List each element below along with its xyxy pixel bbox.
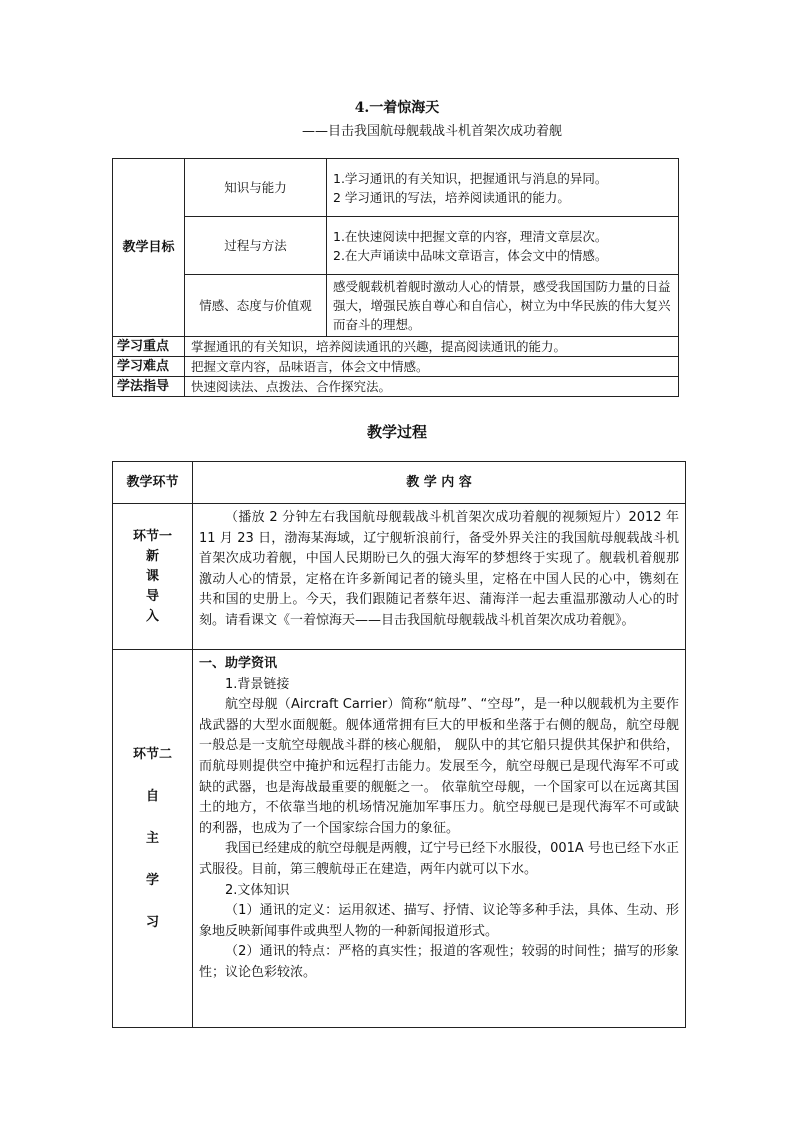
teaching-process-table xyxy=(112,461,686,1028)
key-row-difficulty xyxy=(113,357,679,377)
goal-content xyxy=(327,217,679,275)
key-label: 学习重点 xyxy=(113,337,185,357)
goal-line: 2 学习通讯的写法，培养阅读通讯的能力。 xyxy=(333,189,570,205)
header-stage: 教学环节 xyxy=(113,462,193,504)
key-text: 快速阅读法、点拨法、合作探究法。 xyxy=(185,377,679,397)
header-content: 教 学 内 容 xyxy=(193,462,686,504)
goal-label: 情感、态度与价值观 xyxy=(185,275,327,337)
key-label: 学法指导 xyxy=(113,377,185,397)
stage-label-line: 入 xyxy=(145,608,159,624)
stage-label-line: 导 xyxy=(145,588,159,604)
goal-label: 知识与能力 xyxy=(185,159,327,217)
goal-row-knowledge xyxy=(113,159,679,217)
stage1-content xyxy=(193,504,686,650)
stage2-label xyxy=(113,650,193,1028)
goals-category: 教学目标 xyxy=(113,159,185,337)
stage-label-line: 环节一 xyxy=(132,528,172,544)
stage-label-line: 学 xyxy=(145,872,159,888)
key-row-method xyxy=(113,377,679,397)
stage1-paragraph: （播放 2 分钟左右我国航母舰载战斗机首架次成功着舰的视频短片）2012 年 11 月 23 日，渤海某海域，辽宁舰斩浪前行，备受外界关注的我国航母舰载战斗机首架次成功着舰，中国人民期盼已久的强大海军的梦想终于实现了。舰载机着舰那激动人心的情景，定格在许多新闻记者的镜头里，定格在中国人民的心中，镌刻在共和国的史册上。今天，我们跟随记者蔡年迟、蒲海洋一起去重温那激动人心的时刻。请看课文《一着惊海天——目击我国航母舰载战斗机首架次成功着舰》。 xyxy=(199,510,679,628)
goal-line: 1.学习通讯的有关知识，把握通讯与消息的异同。 xyxy=(333,170,608,186)
stage1-row xyxy=(113,504,686,650)
goal-line: 1.在快速阅读中把握文章的内容，理清文章层次。 xyxy=(333,228,608,244)
stage1-label xyxy=(113,504,193,650)
goal-label: 过程与方法 xyxy=(185,217,327,275)
teaching-goals-table xyxy=(112,158,679,397)
lesson-subtitle: ——目击我国航母舰载战斗机首架次成功着舰 xyxy=(302,124,563,139)
goal-content: 感受舰载机着舰时激动人心的情景，感受我国国防力量的日益强大，增强民族自尊心和自信心，树立为中华民族的伟大复兴而奋斗的理想。 xyxy=(327,275,679,337)
key-text: 掌握通讯的有关知识，培养阅读通讯的兴趣，提高阅读通讯的能力。 xyxy=(185,337,679,357)
goal-line: 2.在大声诵读中品味文章语言，体会文中的情感。 xyxy=(333,247,608,263)
stage-label-line: 自 xyxy=(145,788,159,804)
goal-row-attitude xyxy=(113,275,679,337)
stage-label-line: 环节二 xyxy=(132,746,172,762)
process-title: 教学过程 xyxy=(366,423,427,441)
stage-label-line: 课 xyxy=(145,568,159,584)
key-label: 学习难点 xyxy=(113,357,185,377)
section-heading: 一、助学资讯 xyxy=(199,656,278,671)
stage2-content xyxy=(193,650,686,1028)
subsection-heading: 2.文体知识 xyxy=(225,882,290,898)
key-row-focus xyxy=(113,337,679,357)
stage-label-line: 主 xyxy=(145,830,159,846)
goal-content xyxy=(327,159,679,217)
stage-label-line: 习 xyxy=(145,914,159,930)
background-paragraph: 我国已经建成的航空母舰是两艘，辽宁号已经下水服役，001A 号也已经下水正式服役。目前，第三艘航母正在建造，两年内就可以下水。 xyxy=(199,841,679,877)
lesson-title: 4.一着惊海天 xyxy=(354,100,440,116)
key-text: 把握文章内容，品味语言，体会文中情感。 xyxy=(185,357,679,377)
stage2-row xyxy=(113,650,686,1028)
genre-paragraph: （2）通讯的特点：严格的真实性；报道的客观性；较弱的时间性；描写的形象性；议论色彩较浓。 xyxy=(199,944,679,980)
stage-label-line: 新 xyxy=(145,548,159,564)
background-paragraph: 航空母舰（Aircraft Carrier）简称“航母”、“空母”，是一种以舰载机为主要作战武器的大型水面舰艇。舰体通常拥有巨大的甲板和坐落于右侧的舰岛，航空母舰一般总是一支航空母舰战斗群的核心舰船， 舰队中的其它船只提供其保护和供给，而航母则提供空中掩护和远程打击能力。发展至今，航空母舰已是现代海军不可或缺的武器，也是海战最重要的舰艇之一。 依靠航空母舰，一个国家可以在远离其国土的地方，不依靠当地的机场情况施加军事压力。航空母舰已是现代海军不可或缺的利器，也成为了一个国家综合国力的象征。 xyxy=(199,697,679,836)
subsection-heading: 1.背景链接 xyxy=(225,676,290,692)
genre-paragraph: （1）通讯的定义：运用叙述、描写、抒情、议论等多种手法，具体、生动、形象地反映新闻事件或典型人物的一种新闻报道形式。 xyxy=(199,903,679,939)
goal-row-process xyxy=(113,217,679,275)
process-header-row xyxy=(113,462,686,504)
